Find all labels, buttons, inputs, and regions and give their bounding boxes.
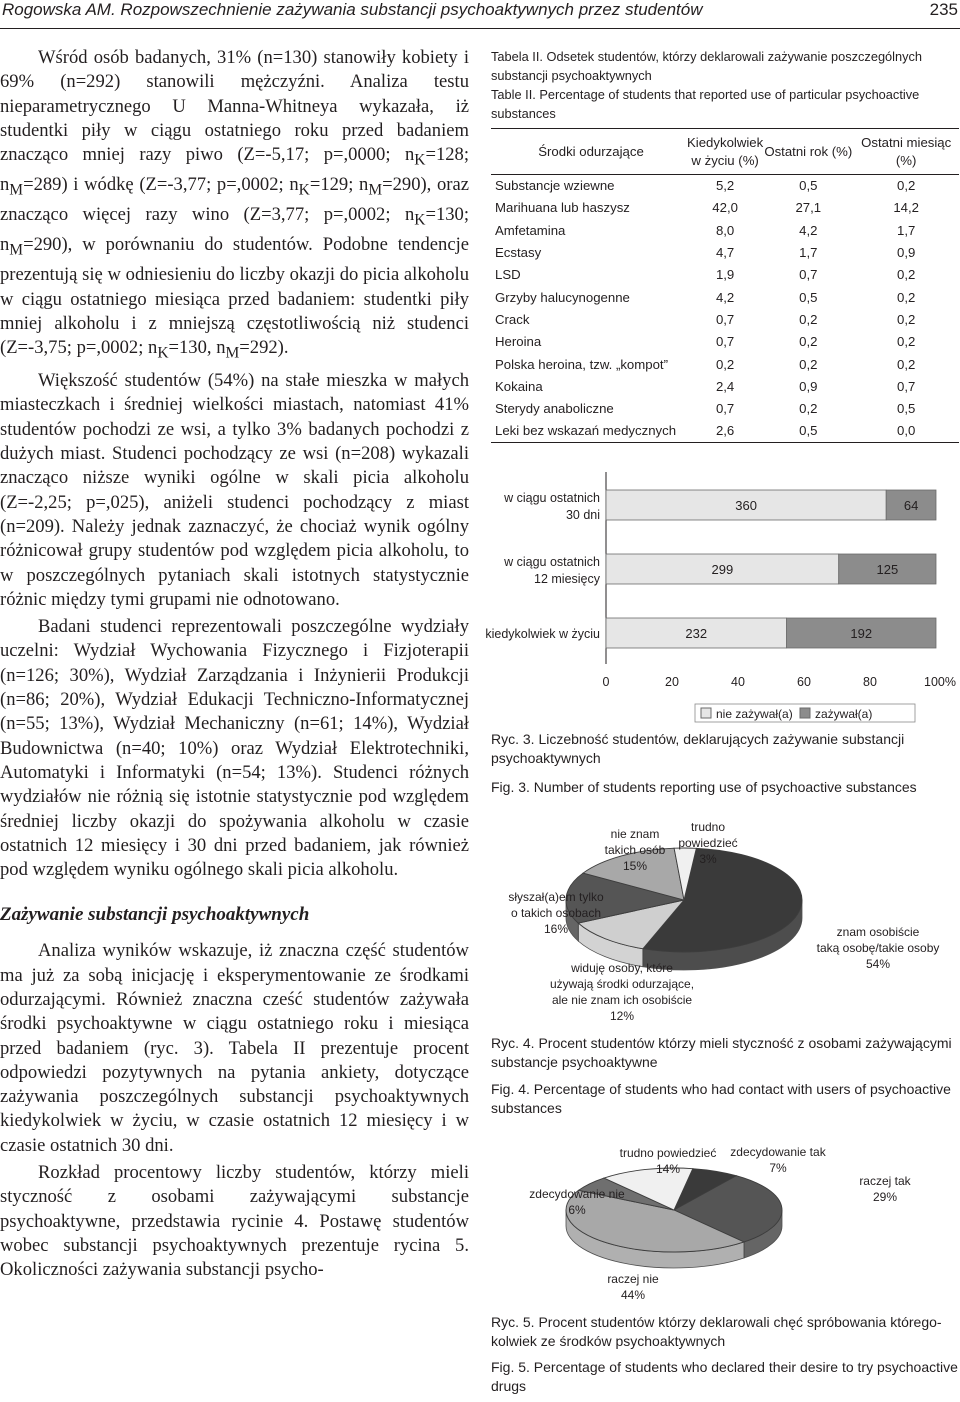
fig4-label: taką osobę/takie osoby [816, 941, 940, 955]
paragraph-4: Analiza wyników wskazuje, iż znaczna część studentów ma już za sobą inicjację i eksperymentowanie ze środkami odurzającymi. Również znaczna cześć studentów zażywała środki psychoaktywne w ciągu ostatniego roku i miesiąca przed badaniem (ryc. 3). Tabela II prezentuje procent odpowiedzi pozytywnych na pytania ankiety, dotyczące zażywania poszczególnych substancji psychoaktywnych kiedykolwiek w życiu, w czasie ostatnich 12 miesięcy i w czasie ostatnich 30 dni. [0, 940, 469, 1156]
table-header-cell: Ostatni rok (%) [764, 143, 853, 159]
table-header-cell: Kiedykolwiek w życiu (%) [687, 134, 764, 168]
substance-name-cell: Sterydy anaboliczne [495, 401, 614, 417]
fig4-label: trudno [690, 820, 726, 834]
paragraph-1: Wśród osób badanych, 31% (n=130) stanowiły kobiety i 69% (n=292) stanowili mężczyźni. Analiza testu nieparametrycznego U Manna-Whitneya wykazała, iż studentki piły w ciągu ostatniego roku przed badaniem znacząco mniej razy piwo (Z=-5,17; p=,0000; $n_K=128$; $n_M=289$) i wódkę (Z=-3,77; p=,0002; $n_K=129$; $n_M=290$), oraz znacząco więcej razy wino (Z=3,77; p=,0002; $n_K=130$; $n_M=290$), w porównaniu do studentów. Podobne tendencje prezentują się w odniesieniu do liczby okazji do picia alkoholu w ciągu ostatniego miesiąca przed badaniem: studentki piły mniej alkoholu i z mniejszą częstotliwością niż studenci (Z=-3,75; p=,0002; $n_K=130$, $n_M=292$). [0, 47, 469, 362]
fig5-label: trudno powiedzieć [619, 1146, 717, 1160]
substance-name-cell: Substancje wziewne [495, 178, 615, 194]
fig3-value-label: 232 [685, 626, 708, 641]
fig3-value-label: 64 [903, 498, 919, 513]
substance-name-cell: Grzyby halucynogenne [495, 289, 630, 305]
fig5-label: 14% [655, 1162, 681, 1176]
percent-cell: 1,9 [715, 267, 735, 283]
percent-cell: 0,5 [897, 401, 916, 417]
substance-name-cell: LSD [495, 267, 521, 283]
fig3-category-label: 12 miesięcy [534, 572, 600, 586]
percent-cell: 0,7 [799, 267, 818, 283]
section-heading: Zażywanie substancji psychoaktywnych [0, 904, 310, 926]
table-row [491, 264, 959, 286]
paragraph-5: Rozkład procentowy liczby studentów, którzy mieli styczność z osobami zażywającymi substancje psychoaktywne, przedstawia rycinie 4. Postawę studentów wobec substancji psychoaktywnych prezentuje rycina 5. Okoliczności zażywania substancji psycho- [0, 1162, 469, 1281]
substance-name-cell: Crack [495, 311, 530, 327]
fig3-x-tick-label: 80 [863, 675, 877, 689]
fig3-category-label: w ciągu ostatnich [504, 555, 600, 569]
percent-cell: 0,7 [897, 378, 916, 394]
fig3-x-tick-label: 20 [665, 675, 679, 689]
fig3-legend [695, 704, 915, 722]
fig4-label: powiedzieć [678, 836, 738, 850]
percent-cell: 0,2 [897, 267, 916, 283]
percent-cell: 0,2 [897, 334, 916, 350]
running-header-title: Rogowska AM. Rozpowszechnienie zażywania substancji psychoaktywnych przez studentów [2, 0, 703, 19]
table-row [491, 219, 959, 241]
percent-cell: 0,2 [799, 334, 818, 350]
table-row [491, 308, 959, 330]
fig3-category-label: 30 dni [565, 508, 600, 522]
fig5-caption-en: Fig. 5. Percentage of students who declared their desire to try psychoactive drugs [491, 1359, 958, 1394]
percent-cell: 0,0 [897, 423, 916, 439]
table-header-cell: Środki odurzające [538, 143, 644, 159]
percent-cell: 0,7 [715, 334, 735, 350]
fig3-legend-swatch [800, 708, 810, 718]
percent-cell: 27,1 [795, 200, 822, 216]
percent-cell: 0,2 [799, 356, 818, 372]
fig4-label: takich osób [604, 843, 666, 857]
fig3-value-label: 299 [711, 562, 734, 577]
fig4-label: o takich osobach [510, 906, 602, 920]
fig4-label: ale nie znam ich osobiście [551, 993, 693, 1007]
fig4-label: widuję osoby, które [571, 961, 673, 975]
fig4-label: 54% [865, 957, 891, 971]
percent-cell: 2,4 [715, 378, 735, 394]
fig4-label: 12% [609, 1009, 635, 1023]
fig4-label: używają środki odurzające, [549, 977, 695, 991]
percent-cell: 0,9 [799, 378, 818, 394]
fig4-label: nie znam [610, 827, 660, 841]
fig5-label: zdecydowanie nie [529, 1187, 625, 1201]
percent-cell: 4,2 [715, 289, 735, 305]
fig3-category-label: kiedykolwiek w życiu [485, 627, 600, 641]
substance-name-cell: Marihuana lub haszysz [495, 200, 630, 216]
fig4-caption-en: Fig. 4. Percentage of students who had contact with users of psychoactive substances [491, 1081, 951, 1116]
table-row [491, 353, 959, 375]
fig4-pie-chart [484, 808, 960, 1030]
fig5-label: 29% [872, 1190, 898, 1204]
fig3-x-tick-label: 100% [924, 675, 956, 689]
table-row [491, 420, 959, 442]
percent-cell: 4,7 [715, 245, 735, 261]
percent-cell: 0,5 [799, 289, 818, 305]
fig3-value-label: 360 [735, 498, 757, 513]
substance-name-cell: Ecstasy [495, 245, 542, 261]
percent-cell: 0,7 [715, 311, 735, 327]
paragraph-3: Badani studenci reprezentowali poszczególne wydziały uczelni: Wydział Wychowania Fizycznego i Fizjoterapii (n=126; 30%), Wydział Zarządzania i Inżynierii Produkcji (n=86; 20%), Wydział Edukacji Techniczno-Informatycznej (n=55; 13%), Wydział Mechaniczny (n=61; 14%), Wydział Budownictwa (n=40; 10%) oraz Wydział Elektrotechniki, Automatyki i Informatyki (n=54; 13%). Studenci różnych wydziałów nie różnią się istotnie statystycznie pod względem średniej liczby okazji do spożywania alkoholu w czasie ostatnich 12 miesięcy i 30 dni przed badaniem, jak również pod względem wyniku ogólnego skali picia alkoholu. [0, 616, 469, 881]
table-caption-pl: Tabela II. Odsetek studentów, którzy deklarowali zażywanie poszczególnych substancji psychoaktywnych [491, 49, 923, 83]
fig5-label: raczej nie [607, 1272, 659, 1286]
fig4-label: 16% [543, 922, 569, 936]
percent-cell: 8,0 [715, 222, 735, 238]
fig5-label: 6% [568, 1203, 586, 1217]
fig3-legend-label: nie zażywał(a) [716, 707, 793, 721]
substance-name-cell: Kokaina [495, 378, 543, 394]
fig5-label: 44% [620, 1288, 646, 1302]
fig3-x-tick-label: 0 [602, 675, 610, 689]
fig5-label: 7% [769, 1161, 787, 1175]
fig4-label: 15% [622, 859, 648, 873]
fig5-pie-chart [484, 1140, 960, 1310]
percent-cell: 0,2 [897, 289, 916, 305]
percent-cell: 0,5 [799, 423, 818, 439]
percent-cell: 0,2 [799, 401, 818, 417]
fig4-label: słyszał(a)em tylko [508, 890, 604, 904]
fig3-legend-label: zażywał(a) [815, 707, 873, 721]
percent-cell: 14,2 [893, 200, 919, 216]
paragraph-2: Większość studentów (54%) na stałe mieszka w małych miasteczkach i średniej wielkości miastach, natomiast 41% studentów pochodzi ze wsi, a tylko 3% badanych pochodzi z dużych miast. Studenci pochodzący ze wsi (n=208) wykazali znacząco niższe wyniki ogólne w skali picia alkoholu (Z=-2,25; p=,025), aniżeli studenci pochodzący z miast (n=209). Należy jednak zaznaczyć, że chociaż wynik ogólny różnicował grupy studentów pod względem picia alkoholu, to w poszczególnych pytaniach skali istotnych statystycznie różnic między tymi grupami nie odnotowano. [0, 370, 469, 610]
percent-cell: 0,5 [799, 178, 818, 194]
header-rule [0, 28, 960, 29]
fig3-legend-swatch [701, 708, 711, 718]
fig5-label: raczej tak [859, 1174, 911, 1188]
percent-cell: 0,2 [897, 356, 916, 372]
substance-name-cell: Polska heroina, tzw. „kompot” [495, 356, 668, 372]
percent-cell: 0,7 [715, 401, 735, 417]
fig4-label: 3% [699, 852, 717, 866]
fig3-caption-pl: Ryc. 3. Liczebność studentów, deklarujących zażywanie substancji psychoaktywnych [491, 731, 905, 766]
fig5-label: zdecydowanie tak [730, 1145, 826, 1159]
fig3-caption-en: Fig. 3. Number of students reporting use of psychoactive substances [491, 779, 917, 795]
table-header-cell: Ostatni miesiąc (%) [861, 134, 952, 168]
percent-cell: 0,9 [897, 245, 916, 261]
percent-cell: 1,7 [799, 245, 818, 261]
running-header [0, 0, 960, 24]
table-row [491, 286, 959, 308]
table-header-row [491, 129, 959, 175]
table-row [491, 175, 959, 197]
fig4-caption-pl: Ryc. 4. Procent studentów którzy mieli styczność z osobami zażywającymi substancje psychoaktywne [491, 1035, 952, 1070]
percent-cell: 5,2 [715, 178, 735, 194]
table-row [491, 197, 959, 219]
page-number: 235 [929, 0, 958, 19]
left-text-column [0, 46, 469, 1283]
fig3-value-label: 125 [876, 562, 899, 577]
substance-name-cell: Amfetamina [495, 222, 566, 238]
substance-name-cell: Heroina [495, 334, 542, 350]
percent-cell: 1,7 [897, 222, 916, 238]
fig3-x-tick-label: 60 [797, 675, 811, 689]
percent-cell: 4,2 [799, 222, 818, 238]
substance-name-cell: Leki bez wskazań medycznych [495, 423, 677, 439]
percent-cell: 42,0 [712, 200, 738, 216]
table-row [491, 397, 959, 419]
fig3-x-tick-label: 40 [731, 675, 745, 689]
fig3-category-label: w ciągu ostatnich [504, 491, 600, 505]
table-caption [491, 47, 959, 123]
fig3-value-label: 192 [850, 626, 873, 641]
fig5-caption-pl: Ryc. 5. Procent studentów którzy deklarowali chęć spróbowania któregokolwiek ze środków psychoaktywnych [491, 1314, 942, 1349]
percent-cell: 0,2 [799, 311, 818, 327]
table-row [491, 331, 959, 353]
table-row [491, 375, 959, 397]
table-row [491, 241, 959, 263]
percent-cell: 2,6 [715, 423, 735, 439]
fig4-label: znam osobiście [836, 925, 920, 939]
percent-cell: 0,2 [715, 356, 735, 372]
percent-cell: 0,2 [897, 311, 916, 327]
fig3-stacked-bar-chart [484, 468, 960, 728]
table-caption-en: Table II. Percentage of students that reported use of particular psychoactive substances [491, 87, 920, 121]
percent-cell: 0,2 [897, 178, 916, 194]
substance-use-table [491, 128, 959, 443]
